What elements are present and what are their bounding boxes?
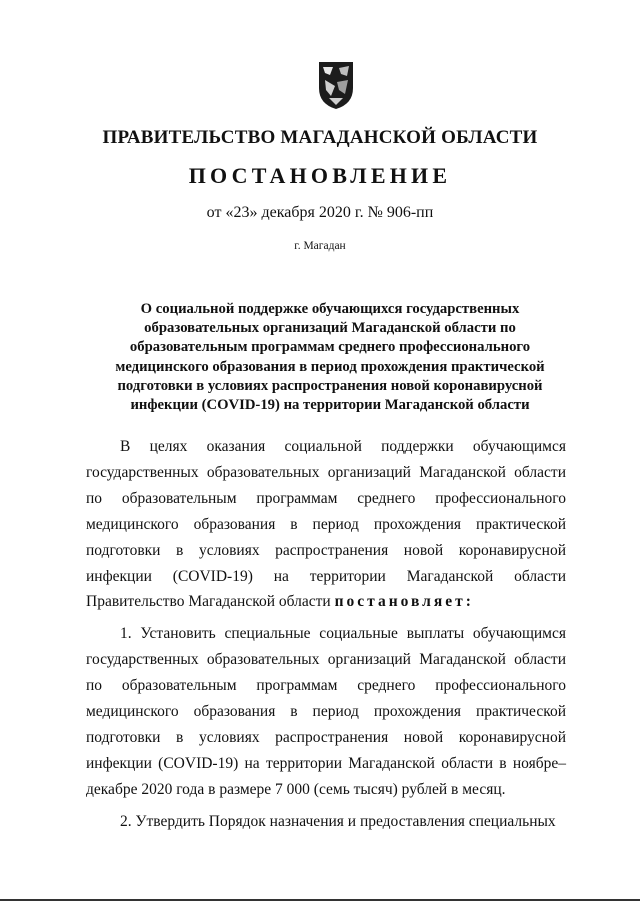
coat-of-arms-icon: [317, 60, 355, 110]
date-and-number: от «23» декабря 2020 г. № 906-пп: [206, 204, 434, 221]
document-body: [86, 434, 566, 841]
preamble-text: В целях оказания социальной поддержки обучающимся государственных образовательных организаций Магаданской области по образовательным программам среднего профессионального медицинского образования в период прохождения практической подготовки в условиях распространения новой коронавирусной инфекции (COVID-19) на территории Магаданской области Правительство Магаданской области: [86, 438, 566, 611]
item-1-paragraph: 1. Установить специальные социальные выплаты обучающимся государственных образовательных организаций Магаданской области по образовательным программам среднего профессионального медицинского образования в период прохождения практической подготовки в условиях распространения новой коронавирусной инфекции (COVID-19) на территории Магаданской области в ноябре–декабре 2020 года в размере 7 000 (семь тысяч) рублей в месяц.: [86, 625, 566, 798]
item-2-paragraph: 2. Утвердить Порядок назначения и предоставления специальных: [120, 812, 556, 830]
scan-edge-divider: [0, 899, 640, 901]
document-title: О социальной поддержке обучающихся государственных образовательных организаций Магаданской области по образовательным программам среднего профессионального медицинского образования в период прохождения практической подготовки в условиях распространения новой коронавирусной инфекции (COVID-19) на территории Магаданской области: [115, 301, 545, 414]
city: г. Магадан: [294, 240, 346, 252]
preamble-paragraph: [86, 434, 566, 615]
document-type: ПОСТАНОВЛЕНИЕ: [188, 163, 452, 188]
resolves-colon: :: [465, 593, 474, 611]
resolves-word: постановляет: [334, 593, 466, 611]
government-name: ПРАВИТЕЛЬСТВО МАГАДАНСКОЙ ОБЛАСТИ: [102, 127, 538, 148]
